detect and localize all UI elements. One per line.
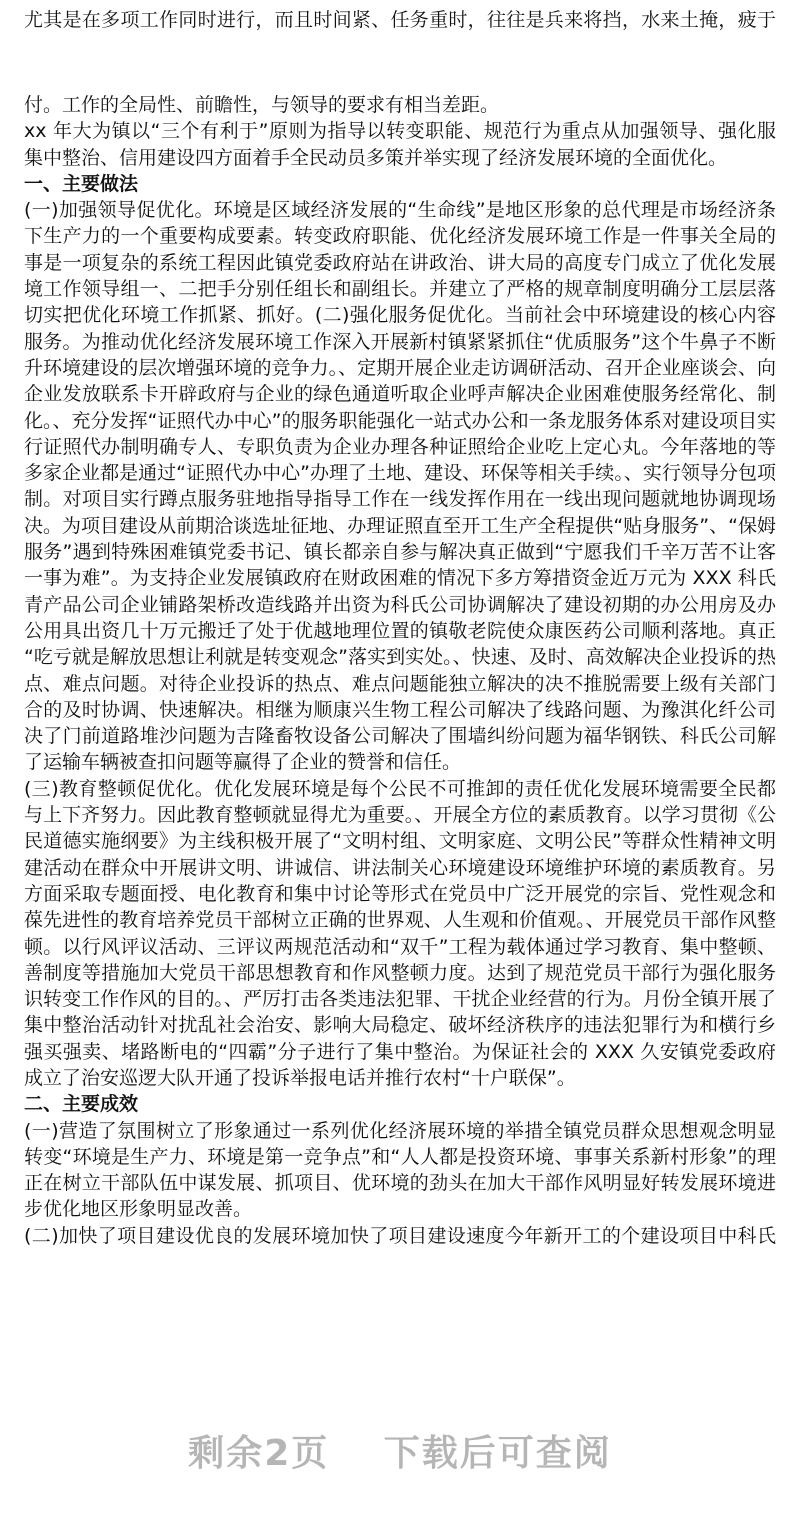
text-line: 一、主要做法: [24, 172, 139, 195]
text-line: 成立了治安巡逻大队开通了投诉举报电话并推行农村“十户联保”。: [24, 1066, 576, 1089]
text-line: 化。、充分发挥“证照代办中心”的服务职能强化一站式办公和一条龙服务体系对建设项目实: [24, 409, 776, 432]
text-line: 强买强卖、堵路断电的“四霸”分子进行了集中整治。为保证社会的 XXX 久安镇党委政府: [24, 1040, 776, 1063]
text-line: 尤其是在多项工作同时进行，而且时间紧、任务重时，往往是兵来将挡，水来土掩，疲于: [24, 9, 776, 31]
text-line: 正在树立干部队伍中谋发展、抓项目、优环境的劲头在加大干部作风明显好转发展环境进: [24, 1172, 776, 1195]
text-line: 决。为项目建设从前期洽谈选址征地、办理证照直至开工生产全程提供“贴身服务”、“保姆: [24, 514, 776, 537]
remaining-pages-label: 剩余2页: [188, 1433, 330, 1474]
text-line: “吃亏就是解放思想让利就是转变观念”落实到实处。、快速、及时、高效解决企业投诉的热: [24, 646, 776, 669]
text-line: 下生产力的一个重要构成要素。转变政府职能、优化经济发展环境工作是一件事关全局的: [24, 225, 776, 248]
document-top-fragment: [24, 7, 776, 33]
text-line: 升环境建设的层次增强环境的竞争力。、定期开展企业走访调研活动、召开企业座谈会、向: [24, 356, 776, 379]
text-line: 点、难点问题。对待企业投诉的热点、难点问题能独立解决的决不推脱需要上级有关部门: [24, 672, 776, 695]
text-line: 服务”遇到特殊困难镇党委书记、镇长都亲自参与解决真正做到“宁愿我们千辛万苦不让客: [24, 541, 776, 564]
paragraph: [24, 92, 776, 118]
text-line: 制。对项目实行蹲点服务驻地指导指导工作在一线发挥作用在一线出现问题就地协调现场: [24, 488, 776, 511]
paragraph: [24, 1118, 776, 1223]
text-line: 付。工作的全局性、前瞻性，与领导的要求有相当差距。: [24, 94, 500, 116]
text-line: 善制度等措施加大党员干部思想教育和作风整顿力度。达到了规范党员干部行为强化服务: [24, 961, 776, 984]
text-line: 事是一项复杂的系统工程因此镇党委政府站在讲政治、讲大局的高度专门成立了优化发展: [24, 251, 776, 274]
paragraph: [24, 7, 776, 33]
text-line: 葆先进性的教育培养党员干部树立正确的世界观、人生观和价值观。、开展党员干部作风整: [24, 909, 776, 932]
text-line: 多家企业都是通过“证照代办中心”办理了土地、建设、环保等相关手续。、实行领导分包项: [24, 462, 776, 485]
text-line: 建活动在群众中开展讲文明、讲诚信、讲法制关心环境建设环境维护环境的素质教育。另: [24, 856, 776, 879]
paragraph: [24, 197, 776, 776]
paragraph: [24, 118, 776, 171]
text-line: 转变“环境是生产力、环境是第一竞争点”和“人人都是投资环境、事事关系新村形象”的理: [24, 1145, 776, 1168]
text-line: 二、主要成效: [24, 1093, 139, 1116]
text-line: 识转变工作作风的目的。、严厉打击各类违法犯罪、干扰企业经营的行为。月份全镇开展了: [24, 988, 776, 1011]
text-line: 一事为难”。为支持企业发展镇政府在财政困难的情况下多方筹措资金近万元为 XXX 科氏: [24, 567, 776, 590]
text-line: 民道德实施纲要》为主线积极开展了“文明村组、文明家庭、文明公民”等群众性精神文明: [24, 830, 776, 853]
text-line: 了运输车辆被查扣问题等赢得了企业的赞誉和信任。: [24, 751, 462, 774]
paragraph: [24, 1223, 776, 1249]
text-line: 切实把优化环境工作抓紧、抓好。(二)强化服务促优化。当前社会中环境建设的核心内容: [24, 304, 776, 327]
text-line: 集中整治活动针对扰乱社会治安、影响大局稳定、破坏经济秩序的违法犯罪行为和横行乡: [24, 1014, 776, 1037]
text-line: 方面采取专题面授、电化教育和集中讨论等形式在党员中广泛开展党的宗旨、党性观念和: [24, 882, 776, 905]
text-line: (一)加强领导促优化。环境是区域经济发展的“生命线”是地区形象的总代理是市场经济条: [24, 199, 776, 222]
text-line: 顿。以行风评议活动、三评议两规范活动和“双千”工程为载体通过学习教育、集中整顿、: [24, 935, 776, 958]
text-line: (三)教育整顿促优化。优化发展环境是每个公民不可推卸的责任优化发展环境需要全民都: [24, 777, 776, 800]
text-line: 决了门前道路堆沙问题为吉隆畜牧设备公司解决了围墙纠纷问题为福华钢铁、科氏公司解: [24, 725, 776, 748]
document-body: [24, 92, 776, 1249]
download-to-view-label[interactable]: 下载后可查阅: [383, 1433, 612, 1474]
section-heading: [24, 171, 776, 197]
text-line: (二)加快了项目建设优良的发展环境加快了项目建设速度今年新开工的个建设项目中科氏: [24, 1224, 776, 1247]
text-line: 行证照代办制明确专人、专职负责为企业办理各种证照给企业吃上定心丸。今年落地的等: [24, 435, 776, 458]
paragraph: [24, 776, 776, 1092]
text-line: xx 年大为镇以“三个有利于”原则为指导以转变职能、规范行为重点从加强领导、强化服: [24, 120, 776, 143]
text-line: 集中整治、信用建设四方面着手全民动员多策并举实现了经济发展环境的全面优化。: [24, 146, 728, 169]
text-line: 服务。为推动优化经济发展环境工作深入开展新村镇紧紧抓住“优质服务”这个牛鼻子不断: [24, 330, 776, 353]
text-line: 与上下齐努力。因此教育整顿就显得尤为重要。、开展全方位的素质教育。以学习贯彻《公: [24, 804, 776, 827]
text-line: 步优化地区形象明显改善。: [24, 1198, 253, 1221]
text-line: 青产品公司企业铺路架桥改造线路并出资为科氏公司协调解决了建设初期的办公用房及办: [24, 593, 776, 616]
text-line: 境工作领导组一、二把手分别任组长和副组长。并建立了严格的规章制度明确分工层层落: [24, 278, 776, 301]
text-line: 合的及时协调、快速解决。相继为顺康兴生物工程公司解决了线路问题、为豫淇化纤公司: [24, 698, 776, 721]
text-line: (一)营造了氛围树立了形象通过一系列优化经济展环境的举措全镇党员群众思想观念明显: [24, 1119, 776, 1142]
text-line: 公用具出资几十万元搬迁了处于优越地理位置的镇敬老院使众康医药公司顺利落地。真正: [24, 619, 776, 642]
download-prompt[interactable]: [0, 1425, 800, 1476]
section-heading: [24, 1091, 776, 1117]
text-line: 企业发放联系卡开辟政府与企业的绿色通道听取企业呼声解决企业困难使服务经常化、制: [24, 383, 776, 406]
